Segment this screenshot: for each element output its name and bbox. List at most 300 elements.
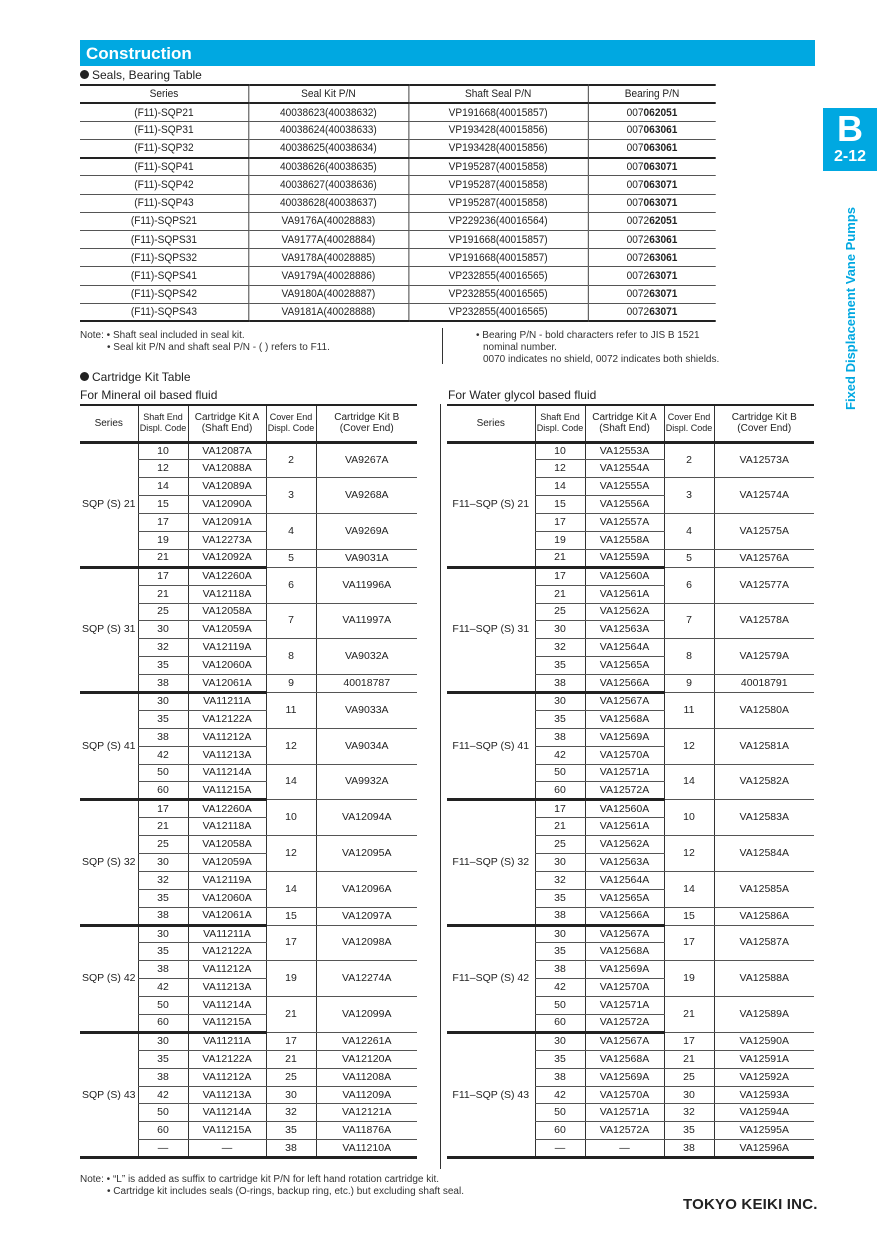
cartridge-kit-b: VA12580A bbox=[714, 692, 814, 728]
shaft-displ-code: 30 bbox=[138, 692, 188, 710]
table-row bbox=[447, 692, 814, 710]
cartridge-kit-a: VA12572A bbox=[585, 782, 664, 800]
cartridge-kit-b: VA12576A bbox=[714, 549, 814, 567]
tables-divider bbox=[440, 404, 441, 1169]
bearing-nominal-number: 62051 bbox=[649, 215, 678, 228]
cartridge-kit-a: VA11215A bbox=[188, 1015, 266, 1033]
cartridge-kit-a: VA12565A bbox=[585, 889, 664, 907]
shaft-displ-code: 42 bbox=[138, 1086, 188, 1104]
cartridge-kit-b: VA12583A bbox=[714, 800, 814, 836]
shaft-displ-code: 60 bbox=[535, 1122, 585, 1140]
cartridge-kit-a: VA12560A bbox=[585, 567, 664, 585]
cartridge-kit-b: VA9932A bbox=[316, 764, 417, 800]
cover-displ-code: 15 bbox=[664, 907, 714, 925]
seals-bearing-table bbox=[80, 84, 716, 322]
cartridge-kit-a: VA12118A bbox=[188, 585, 266, 603]
shaft-seal-cell: VP195287(40015858) bbox=[408, 158, 587, 176]
cartridge-kit-b: VA11876A bbox=[316, 1122, 417, 1140]
shaft-displ-code: 10 bbox=[138, 442, 188, 460]
cartridge-kit-b: VA12574A bbox=[714, 478, 814, 514]
bearing-prefix: 007 bbox=[626, 161, 644, 174]
shaft-seal-cell: VP232855(40016565) bbox=[408, 285, 587, 303]
shaft-displ-code: 38 bbox=[535, 961, 585, 979]
seal-kit-cell: VA9179A(40028886) bbox=[248, 267, 408, 285]
seal-kit-cell: VA9177A(40028884) bbox=[248, 231, 408, 249]
cartridge-kit-a: VA12092A bbox=[188, 549, 266, 567]
shaft-seal-cell: VP232855(40016565) bbox=[408, 303, 587, 321]
shaft-displ-code: 25 bbox=[535, 836, 585, 854]
cartridge-kit-a: VA12570A bbox=[585, 746, 664, 764]
cover-displ-code: 14 bbox=[664, 764, 714, 800]
cartridge-kit-a: VA12556A bbox=[585, 496, 664, 514]
shaft-displ-code: 30 bbox=[138, 925, 188, 943]
cover-displ-code: 38 bbox=[664, 1140, 714, 1158]
cartridge-kit-b: VA12588A bbox=[714, 961, 814, 997]
bearing-cell bbox=[588, 285, 716, 303]
shaft-displ-code: 17 bbox=[535, 567, 585, 585]
cartridge-kit-a: VA12060A bbox=[188, 889, 266, 907]
cartridge-kit-a: VA12058A bbox=[188, 603, 266, 621]
cover-displ-code: 12 bbox=[664, 836, 714, 872]
shaft-displ-code: — bbox=[535, 1140, 585, 1158]
column-header: Cartridge Kit A (Shaft End) bbox=[188, 405, 266, 442]
cover-displ-code: 38 bbox=[266, 1140, 316, 1158]
shaft-displ-code: 60 bbox=[138, 1015, 188, 1033]
shaft-displ-code: 25 bbox=[138, 603, 188, 621]
cover-displ-code: 19 bbox=[664, 961, 714, 997]
table-row bbox=[80, 103, 716, 121]
cartridge-kit-b: 40018787 bbox=[316, 675, 417, 693]
shaft-displ-code: 30 bbox=[535, 853, 585, 871]
cartridge-kit-b: VA9032A bbox=[316, 639, 417, 675]
series-cell: (F11)-SQPS42 bbox=[80, 285, 248, 303]
cartridge-kit-a: VA12569A bbox=[585, 1068, 664, 1086]
column-header: Cover End Displ. Code bbox=[664, 405, 714, 442]
seal-kit-cell: VA9178A(40028885) bbox=[248, 249, 408, 267]
cartridge-kit-a: VA12122A bbox=[188, 943, 266, 961]
cartridge-kit-b: VA11209A bbox=[316, 1086, 417, 1104]
cartridge-kit-a: VA12561A bbox=[585, 585, 664, 603]
shaft-displ-code: 35 bbox=[138, 710, 188, 728]
shaft-seal-cell: VP191668(40015857) bbox=[408, 231, 587, 249]
cartridge-kit-b: 40018791 bbox=[714, 675, 814, 693]
series-cell: SQP (S) 43 bbox=[80, 1032, 138, 1157]
cartridge-kit-a: VA12122A bbox=[188, 710, 266, 728]
cartridge-kit-a: VA11215A bbox=[188, 782, 266, 800]
shaft-seal-cell: VP195287(40015858) bbox=[408, 194, 587, 212]
shaft-displ-code: 50 bbox=[138, 764, 188, 782]
cartridge-kit-a: VA12118A bbox=[188, 818, 266, 836]
cartridge-kit-a: VA12564A bbox=[585, 639, 664, 657]
cartridge-kit-b: VA12586A bbox=[714, 907, 814, 925]
seals-notes-right: • Bearing P/N - bold characters refer to JIS B 1521 nominal number. 0070 indicates no shield, 0072 indicates both shields. bbox=[476, 330, 720, 365]
shaft-displ-code: 19 bbox=[535, 531, 585, 549]
cartridge-kit-a: VA11213A bbox=[188, 979, 266, 997]
cartridge-kit-b: VA12573A bbox=[714, 442, 814, 478]
cover-displ-code: 25 bbox=[664, 1068, 714, 1086]
cartridge-kit-a: VA12087A bbox=[188, 442, 266, 460]
bearing-cell bbox=[588, 231, 716, 249]
shaft-displ-code: 32 bbox=[138, 871, 188, 889]
shaft-seal-cell: VP229236(40016564) bbox=[408, 212, 587, 230]
cartridge-kit-a: VA11212A bbox=[188, 1068, 266, 1086]
table-row bbox=[80, 1032, 417, 1050]
bearing-nominal-number: 63071 bbox=[649, 269, 678, 282]
shaft-displ-code: 14 bbox=[535, 478, 585, 496]
series-cell: F11–SQP (S) 32 bbox=[447, 800, 535, 925]
chapter-title: Fixed Displacement Vane Pumps bbox=[843, 206, 858, 410]
seal-kit-cell: 40038624(40038633) bbox=[248, 121, 408, 139]
mineral-oil-label: For Mineral oil based fluid bbox=[80, 388, 218, 402]
series-cell: (F11)-SQPS31 bbox=[80, 231, 248, 249]
column-header: Series bbox=[447, 405, 535, 442]
cartridge-kit-a: VA12571A bbox=[585, 1104, 664, 1122]
shaft-displ-code: 30 bbox=[138, 1032, 188, 1050]
cover-displ-code: 11 bbox=[266, 692, 316, 728]
cartridge-kit-a: VA11215A bbox=[188, 1122, 266, 1140]
cartridge-kit-b: VA12120A bbox=[316, 1050, 417, 1068]
cover-displ-code: 14 bbox=[664, 871, 714, 907]
cover-displ-code: 35 bbox=[266, 1122, 316, 1140]
shaft-displ-code: 21 bbox=[535, 549, 585, 567]
series-cell: (F11)-SQP32 bbox=[80, 140, 248, 158]
shaft-displ-code: 60 bbox=[138, 782, 188, 800]
series-cell: SQP (S) 42 bbox=[80, 925, 138, 1032]
shaft-displ-code: 38 bbox=[535, 907, 585, 925]
shaft-displ-code: 32 bbox=[138, 639, 188, 657]
section-title-bar bbox=[80, 40, 815, 66]
series-cell: (F11)-SQPS43 bbox=[80, 303, 248, 321]
bearing-cell bbox=[588, 103, 716, 121]
seal-kit-cell: VA9176A(40028883) bbox=[248, 212, 408, 230]
cartridge-kit-b: VA12261A bbox=[316, 1032, 417, 1050]
table-row bbox=[80, 925, 417, 943]
cover-displ-code: 12 bbox=[266, 728, 316, 764]
column-header: Bearing P/N bbox=[588, 85, 716, 103]
water-glycol-cartridge-table bbox=[447, 404, 814, 1159]
bearing-nominal-number: 63071 bbox=[649, 306, 678, 319]
series-cell: F11–SQP (S) 42 bbox=[447, 925, 535, 1032]
cover-displ-code: 9 bbox=[664, 675, 714, 693]
cover-displ-code: 17 bbox=[266, 925, 316, 961]
cartridge-kit-b: VA11210A bbox=[316, 1140, 417, 1158]
page-number: 2-12 bbox=[833, 148, 867, 165]
shaft-seal-cell: VP191668(40015857) bbox=[408, 249, 587, 267]
cartridge-kit-b: VA12575A bbox=[714, 514, 814, 550]
shaft-seal-cell: VP193428(40015856) bbox=[408, 140, 587, 158]
table-row bbox=[447, 1032, 814, 1050]
series-cell: (F11)-SQPS32 bbox=[80, 249, 248, 267]
cartridge-kit-a: VA12571A bbox=[585, 764, 664, 782]
company-logo: TOKYO KEIKI INC. bbox=[683, 1196, 818, 1213]
cartridge-kit-a: VA12568A bbox=[585, 943, 664, 961]
cartridge-kit-a: VA11211A bbox=[188, 925, 266, 943]
cover-displ-code: 8 bbox=[664, 639, 714, 675]
cartridge-kit-b: VA12582A bbox=[714, 764, 814, 800]
series-cell: (F11)-SQP42 bbox=[80, 176, 248, 194]
table-row bbox=[80, 692, 417, 710]
cartridge-kit-b: VA11208A bbox=[316, 1068, 417, 1086]
shaft-displ-code: 25 bbox=[535, 603, 585, 621]
table-row bbox=[80, 231, 716, 249]
seal-kit-cell: 40038626(40038635) bbox=[248, 158, 408, 176]
bearing-prefix: 007 bbox=[626, 142, 644, 155]
cover-displ-code: 4 bbox=[664, 514, 714, 550]
cartridge-kit-a: VA12090A bbox=[188, 496, 266, 514]
shaft-displ-code: 42 bbox=[535, 746, 585, 764]
shaft-displ-code: 35 bbox=[535, 889, 585, 907]
cover-displ-code: 21 bbox=[266, 1050, 316, 1068]
cover-displ-code: 3 bbox=[266, 478, 316, 514]
cartridge-kit-a: VA12273A bbox=[188, 531, 266, 549]
cover-displ-code: 15 bbox=[266, 907, 316, 925]
cartridge-kit-b: VA12098A bbox=[316, 925, 417, 961]
notes-divider bbox=[442, 328, 443, 364]
shaft-displ-code: 35 bbox=[138, 657, 188, 675]
water-glycol-label: For Water glycol based fluid bbox=[448, 388, 597, 402]
table-row bbox=[80, 140, 716, 158]
cartridge-kit-a: VA12060A bbox=[188, 657, 266, 675]
shaft-displ-code: 42 bbox=[138, 746, 188, 764]
cartridge-kit-b: VA9268A bbox=[316, 478, 417, 514]
shaft-displ-code: 32 bbox=[535, 639, 585, 657]
cover-displ-code: 10 bbox=[266, 800, 316, 836]
cover-displ-code: 6 bbox=[664, 567, 714, 603]
cartridge-kit-a: VA11214A bbox=[188, 997, 266, 1015]
table-row bbox=[80, 249, 716, 267]
cover-displ-code: 21 bbox=[664, 997, 714, 1033]
shaft-displ-code: 12 bbox=[535, 460, 585, 478]
shaft-displ-code: 21 bbox=[535, 818, 585, 836]
cartridge-kit-b: VA11997A bbox=[316, 603, 417, 639]
cover-displ-code: 5 bbox=[266, 549, 316, 567]
cartridge-kit-b: VA12595A bbox=[714, 1122, 814, 1140]
cartridge-kit-b: VA9269A bbox=[316, 514, 417, 550]
cartridge-kit-a: VA12061A bbox=[188, 907, 266, 925]
shaft-displ-code: 38 bbox=[138, 675, 188, 693]
cartridge-kit-a: VA12557A bbox=[585, 514, 664, 532]
cover-displ-code: 30 bbox=[664, 1086, 714, 1104]
shaft-displ-code: 38 bbox=[535, 728, 585, 746]
cartridge-kit-a: VA12119A bbox=[188, 639, 266, 657]
cover-displ-code: 14 bbox=[266, 871, 316, 907]
shaft-seal-cell: VP232855(40016565) bbox=[408, 267, 587, 285]
cartridge-kit-b: VA12578A bbox=[714, 603, 814, 639]
shaft-displ-code: 35 bbox=[535, 657, 585, 675]
cover-displ-code: 12 bbox=[266, 836, 316, 872]
shaft-displ-code: 35 bbox=[138, 943, 188, 961]
cartridge-kit-a: VA12554A bbox=[585, 460, 664, 478]
shaft-displ-code: 30 bbox=[535, 621, 585, 639]
bullet-icon bbox=[80, 372, 89, 381]
cartridge-kit-b: VA9267A bbox=[316, 442, 417, 478]
shaft-displ-code: 15 bbox=[535, 496, 585, 514]
column-header: Seal Kit P/N bbox=[248, 85, 408, 103]
cartridge-kit-a: VA12567A bbox=[585, 925, 664, 943]
shaft-displ-code: 10 bbox=[535, 442, 585, 460]
shaft-displ-code: 12 bbox=[138, 460, 188, 478]
bearing-cell bbox=[588, 303, 716, 321]
shaft-displ-code: 17 bbox=[138, 800, 188, 818]
cartridge-kit-b: VA12594A bbox=[714, 1104, 814, 1122]
shaft-displ-code: — bbox=[138, 1140, 188, 1158]
series-cell: SQP (S) 32 bbox=[80, 800, 138, 925]
cartridge-kit-b: VA12097A bbox=[316, 907, 417, 925]
cartridge-kit-a: VA12572A bbox=[585, 1015, 664, 1033]
cartridge-kit-b: VA9034A bbox=[316, 728, 417, 764]
column-header: Shaft End Displ. Code bbox=[535, 405, 585, 442]
series-cell: (F11)-SQP43 bbox=[80, 194, 248, 212]
series-cell: (F11)-SQPS21 bbox=[80, 212, 248, 230]
table-row bbox=[80, 212, 716, 230]
cartridge-kit-a: VA12091A bbox=[188, 514, 266, 532]
cartridge-kit-b: VA12584A bbox=[714, 836, 814, 872]
cover-displ-code: 19 bbox=[266, 961, 316, 997]
shaft-displ-code: 35 bbox=[138, 1050, 188, 1068]
cartridge-kit-b: VA12591A bbox=[714, 1050, 814, 1068]
series-cell: (F11)-SQPS41 bbox=[80, 267, 248, 285]
series-cell: (F11)-SQP21 bbox=[80, 103, 248, 121]
table-row bbox=[80, 567, 417, 585]
shaft-displ-code: 17 bbox=[535, 800, 585, 818]
cartridge-kit-a: VA12260A bbox=[188, 800, 266, 818]
cartridge-kit-a: — bbox=[188, 1140, 266, 1158]
column-header: Shaft Seal P/N bbox=[408, 85, 587, 103]
column-header: Series bbox=[80, 85, 248, 103]
seal-kit-cell: VA9181A(40028888) bbox=[248, 303, 408, 321]
cover-displ-code: 2 bbox=[664, 442, 714, 478]
cartridge-kit-b: VA11996A bbox=[316, 567, 417, 603]
shaft-seal-cell: VP191668(40015857) bbox=[408, 103, 587, 121]
shaft-seal-cell: VP193428(40015856) bbox=[408, 121, 587, 139]
cartridge-kit-b: VA9033A bbox=[316, 692, 417, 728]
bearing-nominal-number: 062051 bbox=[643, 106, 678, 119]
bearing-nominal-number: 63061 bbox=[649, 251, 678, 264]
seal-kit-cell: VA9180A(40028887) bbox=[248, 285, 408, 303]
cartridge-kit-b: VA12577A bbox=[714, 567, 814, 603]
cartridge-kit-a: VA12119A bbox=[188, 871, 266, 889]
bearing-nominal-number: 63071 bbox=[649, 288, 678, 301]
bearing-prefix: 007 bbox=[626, 197, 644, 210]
cover-displ-code: 17 bbox=[664, 925, 714, 961]
cover-displ-code: 11 bbox=[664, 692, 714, 728]
table-row bbox=[80, 303, 716, 321]
column-header: Cartridge Kit A (Shaft End) bbox=[585, 405, 664, 442]
cover-displ-code: 2 bbox=[266, 442, 316, 478]
shaft-displ-code: 15 bbox=[138, 496, 188, 514]
bearing-cell bbox=[588, 158, 716, 176]
cartridge-kit-b: VA12589A bbox=[714, 997, 814, 1033]
bearing-prefix: 007 bbox=[626, 179, 644, 192]
table-row bbox=[80, 267, 716, 285]
shaft-displ-code: 30 bbox=[535, 925, 585, 943]
seals-notes-left: Note: • Shaft seal included in seal kit. • Seal kit P/N and shaft seal P/N - ( ) refers to F11. bbox=[80, 330, 330, 353]
column-header: Shaft End Displ. Code bbox=[138, 405, 188, 442]
shaft-displ-code: 35 bbox=[535, 710, 585, 728]
shaft-displ-code: 35 bbox=[138, 889, 188, 907]
cartridge-notes: Note: • “L” is added as suffix to cartridge kit P/N for left hand rotation cartridge kit. • Cartridge kit includes seals (O-rings, backup ring, etc.) but excluding shaft seal. bbox=[80, 1174, 464, 1197]
cartridge-kit-a: VA11213A bbox=[188, 1086, 266, 1104]
shaft-displ-code: 50 bbox=[535, 1104, 585, 1122]
shaft-displ-code: 17 bbox=[138, 514, 188, 532]
cartridge-kit-a: VA12568A bbox=[585, 710, 664, 728]
shaft-displ-code: 21 bbox=[138, 549, 188, 567]
cover-displ-code: 35 bbox=[664, 1122, 714, 1140]
cartridge-kit-b: VA9031A bbox=[316, 549, 417, 567]
cartridge-kit-a: VA12571A bbox=[585, 997, 664, 1015]
shaft-displ-code: 38 bbox=[138, 1068, 188, 1086]
shaft-displ-code: 60 bbox=[138, 1122, 188, 1140]
series-cell: SQP (S) 21 bbox=[80, 442, 138, 567]
cartridge-kit-b: VA12592A bbox=[714, 1068, 814, 1086]
cartridge-kit-a: VA12059A bbox=[188, 853, 266, 871]
shaft-displ-code: 38 bbox=[138, 961, 188, 979]
chapter-badge bbox=[823, 108, 877, 171]
shaft-displ-code: 30 bbox=[535, 692, 585, 710]
shaft-displ-code: 42 bbox=[535, 979, 585, 997]
table-row bbox=[447, 925, 814, 943]
cartridge-kit-a: VA12058A bbox=[188, 836, 266, 854]
cover-displ-code: 30 bbox=[266, 1086, 316, 1104]
cover-displ-code: 25 bbox=[266, 1068, 316, 1086]
cover-displ-code: 6 bbox=[266, 567, 316, 603]
bearing-nominal-number: 063061 bbox=[643, 124, 678, 137]
cover-displ-code: 5 bbox=[664, 549, 714, 567]
cover-displ-code: 32 bbox=[266, 1104, 316, 1122]
shaft-displ-code: 38 bbox=[535, 1068, 585, 1086]
cartridge-kit-a: VA12562A bbox=[585, 836, 664, 854]
table-row bbox=[80, 800, 417, 818]
section-title: Construction bbox=[86, 44, 192, 63]
table-row bbox=[447, 567, 814, 585]
bearing-cell bbox=[588, 121, 716, 139]
shaft-displ-code: 25 bbox=[138, 836, 188, 854]
bearing-nominal-number: 063071 bbox=[643, 179, 678, 192]
series-cell: F11–SQP (S) 21 bbox=[447, 442, 535, 567]
cover-displ-code: 12 bbox=[664, 728, 714, 764]
shaft-displ-code: 38 bbox=[138, 728, 188, 746]
bearing-nominal-number: 63061 bbox=[649, 233, 678, 246]
cover-displ-code: 8 bbox=[266, 639, 316, 675]
series-cell: (F11)-SQP41 bbox=[80, 158, 248, 176]
bearing-prefix: 0072 bbox=[626, 215, 650, 228]
shaft-displ-code: 42 bbox=[138, 979, 188, 997]
cartridge-kit-a: VA12572A bbox=[585, 1122, 664, 1140]
cartridge-kit-a: VA11211A bbox=[188, 1032, 266, 1050]
cartridge-kit-a: VA12088A bbox=[188, 460, 266, 478]
bearing-prefix: 0072 bbox=[626, 269, 650, 282]
shaft-displ-code: 50 bbox=[535, 997, 585, 1015]
cartridge-kit-a: VA12569A bbox=[585, 961, 664, 979]
cover-displ-code: 4 bbox=[266, 514, 316, 550]
cartridge-kit-a: VA11212A bbox=[188, 961, 266, 979]
series-cell: F11–SQP (S) 31 bbox=[447, 567, 535, 692]
cartridge-kit-a: VA12260A bbox=[188, 567, 266, 585]
bearing-prefix: 0072 bbox=[626, 233, 650, 246]
shaft-displ-code: 42 bbox=[535, 1086, 585, 1104]
cartridge-table-label: Cartridge Kit Table bbox=[80, 370, 191, 384]
cartridge-kit-a: VA12567A bbox=[585, 1032, 664, 1050]
cartridge-kit-a: VA11211A bbox=[188, 692, 266, 710]
cartridge-kit-a: VA12566A bbox=[585, 907, 664, 925]
bearing-prefix: 007 bbox=[626, 124, 644, 137]
cartridge-kit-a: VA11214A bbox=[188, 764, 266, 782]
cartridge-kit-a: VA12563A bbox=[585, 853, 664, 871]
series-cell: (F11)-SQP31 bbox=[80, 121, 248, 139]
bearing-cell bbox=[588, 194, 716, 212]
cartridge-kit-a: VA12059A bbox=[188, 621, 266, 639]
column-header: Cover End Displ. Code bbox=[266, 405, 316, 442]
